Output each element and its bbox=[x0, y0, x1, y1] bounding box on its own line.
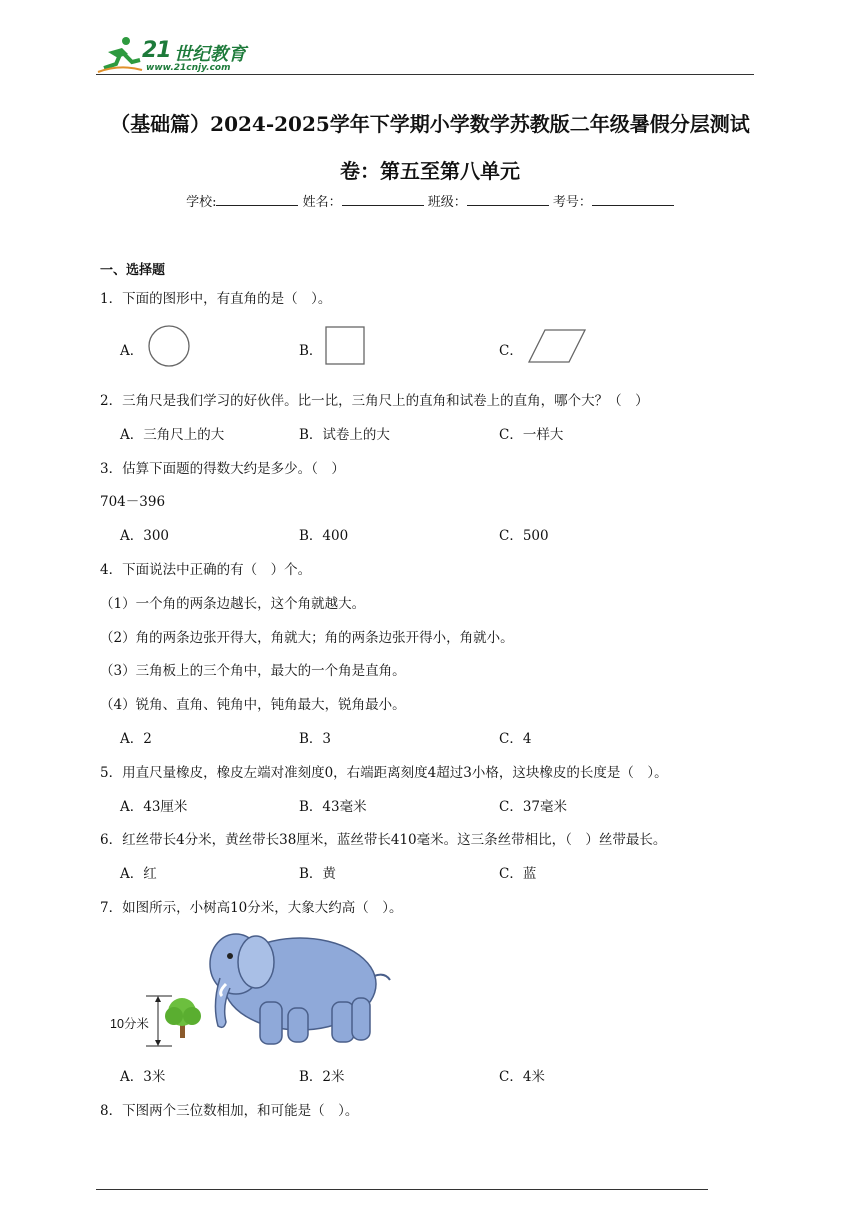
name-label: 姓名： bbox=[302, 195, 342, 210]
q3-expression: 704－396 bbox=[100, 494, 166, 510]
title-line-2: 卷：第五至第八单元 bbox=[340, 159, 520, 183]
q7-option-b[interactable]: B．2米 bbox=[299, 1069, 345, 1085]
q4-statement-2: （2）角的两条边张开得大，角就大；角的两条边张开得小，角就小。 bbox=[100, 630, 514, 646]
q6-option-b[interactable]: B．黄 bbox=[299, 866, 336, 882]
school-label: 学校: bbox=[186, 195, 217, 210]
question-4: 4．下面说法中正确的有（ ）个。 bbox=[100, 562, 312, 578]
name-blank[interactable] bbox=[342, 193, 424, 206]
q3-option-b[interactable]: B．400 bbox=[299, 528, 349, 544]
q4-option-b[interactable]: B．3 bbox=[299, 731, 332, 747]
q1-option-c[interactable]: C． bbox=[499, 343, 523, 359]
logo-url: www.21cnjy.com bbox=[146, 63, 231, 73]
tree-height-label: 10分米 bbox=[110, 1017, 149, 1031]
logo-number: 21 bbox=[142, 38, 171, 63]
question-5: 5．用直尺量橡皮，橡皮左端对准刻度0，右端距离刻度4超过3小格，这块橡皮的长度是（ ）。 bbox=[100, 765, 668, 781]
question-8: 8．下图两个三位数相加，和可能是（ ）。 bbox=[100, 1103, 359, 1119]
student-info bbox=[100, 191, 760, 210]
q2-option-b[interactable]: B．试卷上的大 bbox=[299, 427, 390, 443]
q3-option-a[interactable]: A．300 bbox=[120, 528, 170, 544]
q3-option-c[interactable]: C．500 bbox=[499, 528, 549, 544]
footer-rule bbox=[96, 1189, 708, 1190]
class-label: 班级： bbox=[427, 195, 467, 210]
question-7: 7．如图所示，小树高10分米，大象大约高（ ）。 bbox=[100, 900, 403, 916]
q7-option-c[interactable]: C．4米 bbox=[499, 1069, 545, 1085]
q2-option-a[interactable]: A．三角尺上的大 bbox=[120, 427, 225, 443]
question-3: 3．估算下面题的得数大约是多少。（ ） bbox=[100, 461, 345, 477]
number-label: 考号： bbox=[552, 195, 592, 210]
school-blank[interactable] bbox=[216, 193, 298, 206]
q5-option-b[interactable]: B．43毫米 bbox=[299, 799, 367, 815]
q5-option-a[interactable]: A．43厘米 bbox=[120, 799, 188, 815]
square-shape-icon bbox=[323, 325, 369, 367]
logo bbox=[96, 34, 256, 74]
parallelogram-shape-icon bbox=[527, 326, 589, 366]
q5-option-c[interactable]: C．37毫米 bbox=[499, 799, 568, 815]
class-blank[interactable] bbox=[467, 193, 549, 206]
header-rule bbox=[96, 74, 754, 75]
q1-option-b[interactable]: B． bbox=[299, 343, 323, 359]
question-2: 2．三角尺是我们学习的好伙伴。比一比，三角尺上的直角和试卷上的直角，哪个大？（ ） bbox=[100, 393, 649, 409]
q7-option-a[interactable]: A．3米 bbox=[120, 1069, 166, 1085]
title-line-1: （基础篇）2024-2025学年下学期小学数学苏教版二年级暑假分层测试 bbox=[110, 112, 750, 136]
logo-text: 世纪教育 bbox=[174, 44, 246, 65]
question-6: 6．红丝带长4分米，黄丝带长38厘米，蓝丝带长410毫米。这三条丝带相比，（ ）丝带最长。 bbox=[100, 832, 667, 848]
q4-option-c[interactable]: C．4 bbox=[499, 731, 532, 747]
q4-statement-1: （1）一个角的两条边越长，这个角就越大。 bbox=[100, 596, 366, 612]
q2-option-c[interactable]: C．一样大 bbox=[499, 427, 564, 443]
runner-logo-icon bbox=[96, 34, 144, 74]
q4-option-a[interactable]: A．2 bbox=[120, 731, 152, 747]
circle-shape-icon bbox=[146, 325, 192, 369]
q6-option-a[interactable]: A．红 bbox=[120, 866, 157, 882]
q1-option-a[interactable]: A． bbox=[120, 343, 144, 359]
elephant-icon bbox=[100, 922, 400, 1054]
q4-statement-3: （3）三角板上的三个角中，最大的一个角是直角。 bbox=[100, 663, 406, 679]
number-blank[interactable] bbox=[592, 193, 674, 206]
section-title: 一、选择题 bbox=[100, 263, 166, 278]
elephant-tree-figure bbox=[100, 922, 400, 1054]
q4-statement-4: （4）锐角、直角、钝角中，钝角最大，锐角最小。 bbox=[100, 697, 406, 713]
q6-option-c[interactable]: C．蓝 bbox=[499, 866, 537, 882]
question-1: 1．下面的图形中，有直角的是（ ）。 bbox=[100, 291, 332, 307]
